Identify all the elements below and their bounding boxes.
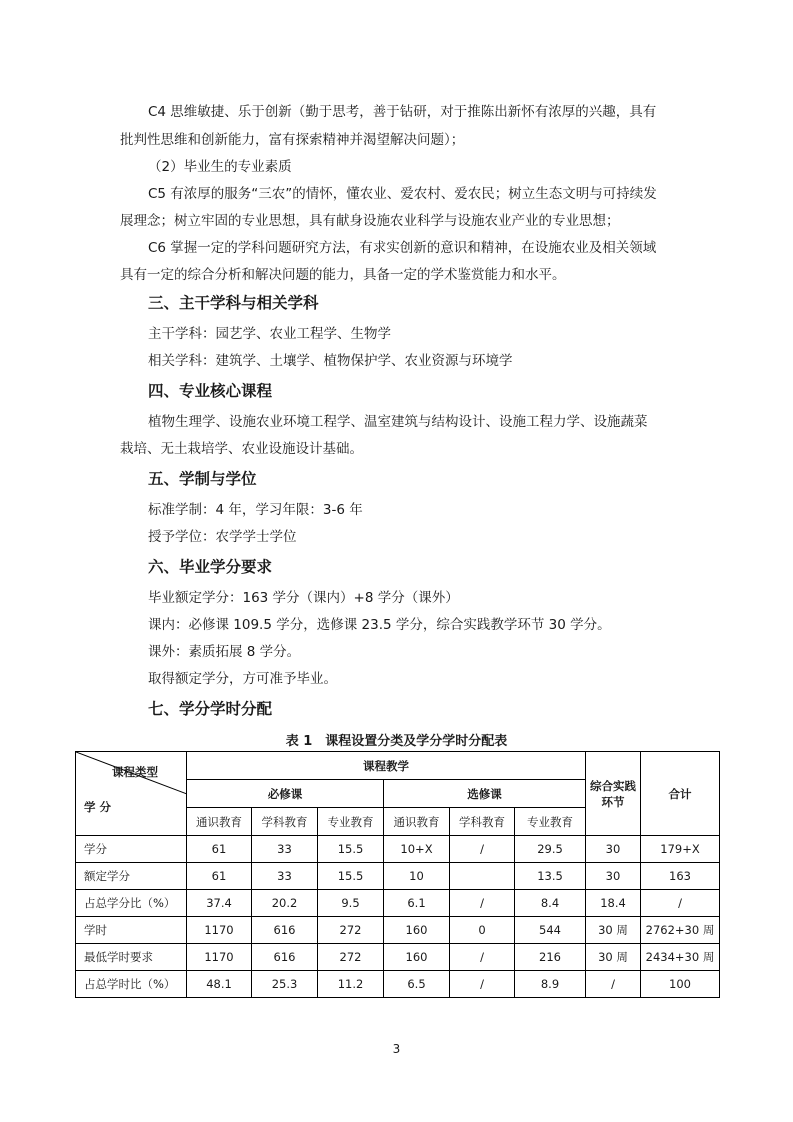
table-row [76, 836, 720, 863]
header-elective: 选修课 [384, 780, 586, 808]
row-label: 学分 [76, 836, 187, 863]
c6-line-1: C6 掌握一定的学科问题研究方法，有求实创新的意识和精神，在设施农业及相关领域 [148, 240, 657, 256]
core-courses-line-2: 栽培、无土栽培学、农业设施设计基础。 [120, 441, 363, 457]
table-cell: 33 [252, 863, 318, 890]
section-5-title: 五、学制与学位 [148, 470, 257, 488]
table-cell: 33 [252, 836, 318, 863]
main-disciplines: 主干学科：园艺学、农业工程学、生物学 [148, 326, 391, 342]
table-cell: 61 [187, 836, 252, 863]
table-cell: 8.9 [515, 971, 586, 998]
table-cell: 216 [515, 944, 586, 971]
table-cell: 10+X [384, 836, 450, 863]
table-cell: 20.2 [252, 890, 318, 917]
table-cell: 10 [384, 863, 450, 890]
table-cell: 6.1 [384, 890, 450, 917]
table-cell: 30 [586, 863, 641, 890]
core-courses-line-1: 植物生理学、设施农业环境工程学、温室建筑与结构设计、设施工程力学、设施蔬菜 [148, 414, 648, 430]
credit-hour-table [75, 751, 720, 998]
table-cell: / [641, 890, 720, 917]
table-cell: 160 [384, 917, 450, 944]
table-cell: 9.5 [318, 890, 384, 917]
table-corner-cell [76, 752, 187, 836]
row-label: 额定学分 [76, 863, 187, 890]
header-course-teaching: 课程教学 [187, 752, 586, 780]
table-cell: 544 [515, 917, 586, 944]
table-cell: 25.3 [252, 971, 318, 998]
table-cell: 61 [187, 863, 252, 890]
table-cell: 100 [641, 971, 720, 998]
table-cell: 1170 [187, 917, 252, 944]
table-cell: 30 周 [586, 944, 641, 971]
subheader-cell: 学科教育 [450, 808, 515, 836]
subheader-cell: 学科教育 [252, 808, 318, 836]
table-cell: 616 [252, 917, 318, 944]
table-cell: / [450, 971, 515, 998]
table-row [76, 863, 720, 890]
extracurricular-credits: 课外：素质拓展 8 学分。 [148, 644, 301, 660]
table-cell: 8.4 [515, 890, 586, 917]
table-cell: 163 [641, 863, 720, 890]
c6-line-2: 具有一定的综合分析和解决问题的能力，具备一定的学术鉴赏能力和水平。 [120, 267, 566, 283]
table-cell: 15.5 [318, 836, 384, 863]
section-6-title: 六、毕业学分要求 [148, 558, 273, 576]
subheader-cell: 专业教育 [318, 808, 384, 836]
table-cell: 6.5 [384, 971, 450, 998]
table-cell: 37.4 [187, 890, 252, 917]
table-row [76, 971, 720, 998]
table-cell: 272 [318, 917, 384, 944]
subheader-cell: 通识教育 [384, 808, 450, 836]
table-caption: 表 1 课程设置分类及学分学时分配表 [285, 734, 508, 749]
corner-course-type: 课程类型 [112, 765, 158, 779]
table-cell: 30 [586, 836, 641, 863]
table-cell: / [450, 944, 515, 971]
header-practice: 综合实践环节 [586, 752, 641, 836]
row-label: 学时 [76, 917, 187, 944]
row-label: 占总学时比（%） [76, 971, 187, 998]
row-label: 占总学分比（%） [76, 890, 187, 917]
table-cell: 2762+30 周 [641, 917, 720, 944]
table-cell: 2434+30 周 [641, 944, 720, 971]
table-row [76, 944, 720, 971]
row-label: 最低学时要求 [76, 944, 187, 971]
c4-line-2: 批判性思维和创新能力，富有探索精神并渴望解决问题）； [120, 132, 465, 148]
related-disciplines: 相关学科：建筑学、土壤学、植物保护学、农业资源与环境学 [148, 353, 513, 369]
corner-credits: 学 分 [84, 800, 112, 814]
c5-line-1: C5 有浓厚的服务“三农”的情怀，懂农业、爱农村、爱农民；树立生态文明与可持续发 [148, 186, 657, 202]
table-cell: / [450, 890, 515, 917]
table-cell: 18.4 [586, 890, 641, 917]
graduation-condition: 取得额定学分，方可准予毕业。 [148, 671, 337, 687]
c4-line-1: C4 思维敏捷、乐于创新（勤于思考，善于钻研，对于推陈出新怀有浓厚的兴趣，具有 [148, 104, 657, 120]
table-cell: 616 [252, 944, 318, 971]
table-cell: / [586, 971, 641, 998]
table-cell: 1170 [187, 944, 252, 971]
table-cell: 179+X [641, 836, 720, 863]
in-class-credits: 课内：必修课 109.5 学分，选修课 23.5 学分，综合实践教学环节 30 学分。 [148, 617, 611, 633]
c5-line-2: 展理念；树立牢固的专业思想，具有献身设施农业科学与设施农业产业的专业思想； [120, 213, 620, 229]
table-row [76, 917, 720, 944]
section-3-title: 三、主干学科与相关学科 [148, 294, 319, 312]
degree-awarded: 授予学位：农学学士学位 [148, 529, 297, 545]
table-row [76, 890, 720, 917]
table-cell: / [450, 836, 515, 863]
table-cell: 30 周 [586, 917, 641, 944]
table-cell: 29.5 [515, 836, 586, 863]
section-4-title: 四、专业核心课程 [148, 382, 273, 400]
header-required: 必修课 [187, 780, 384, 808]
subheader-cell: 通识教育 [187, 808, 252, 836]
table-cell: 15.5 [318, 863, 384, 890]
header-total: 合计 [641, 752, 720, 836]
page-number: 3 [392, 1042, 401, 1056]
study-duration: 标准学制：4 年，学习年限：3-6 年 [148, 502, 363, 518]
subheader-cell: 专业教育 [515, 808, 586, 836]
table-cell [450, 863, 515, 890]
table-cell: 11.2 [318, 971, 384, 998]
table-cell: 48.1 [187, 971, 252, 998]
subheading-professional-quality: （2）毕业生的专业素质 [148, 159, 292, 175]
section-7-title: 七、学分学时分配 [148, 700, 273, 718]
graduation-credits: 毕业额定学分：163 学分（课内）+8 学分（课外） [148, 590, 459, 606]
table-cell: 13.5 [515, 863, 586, 890]
table-cell: 160 [384, 944, 450, 971]
table-cell: 272 [318, 944, 384, 971]
table-cell: 0 [450, 917, 515, 944]
